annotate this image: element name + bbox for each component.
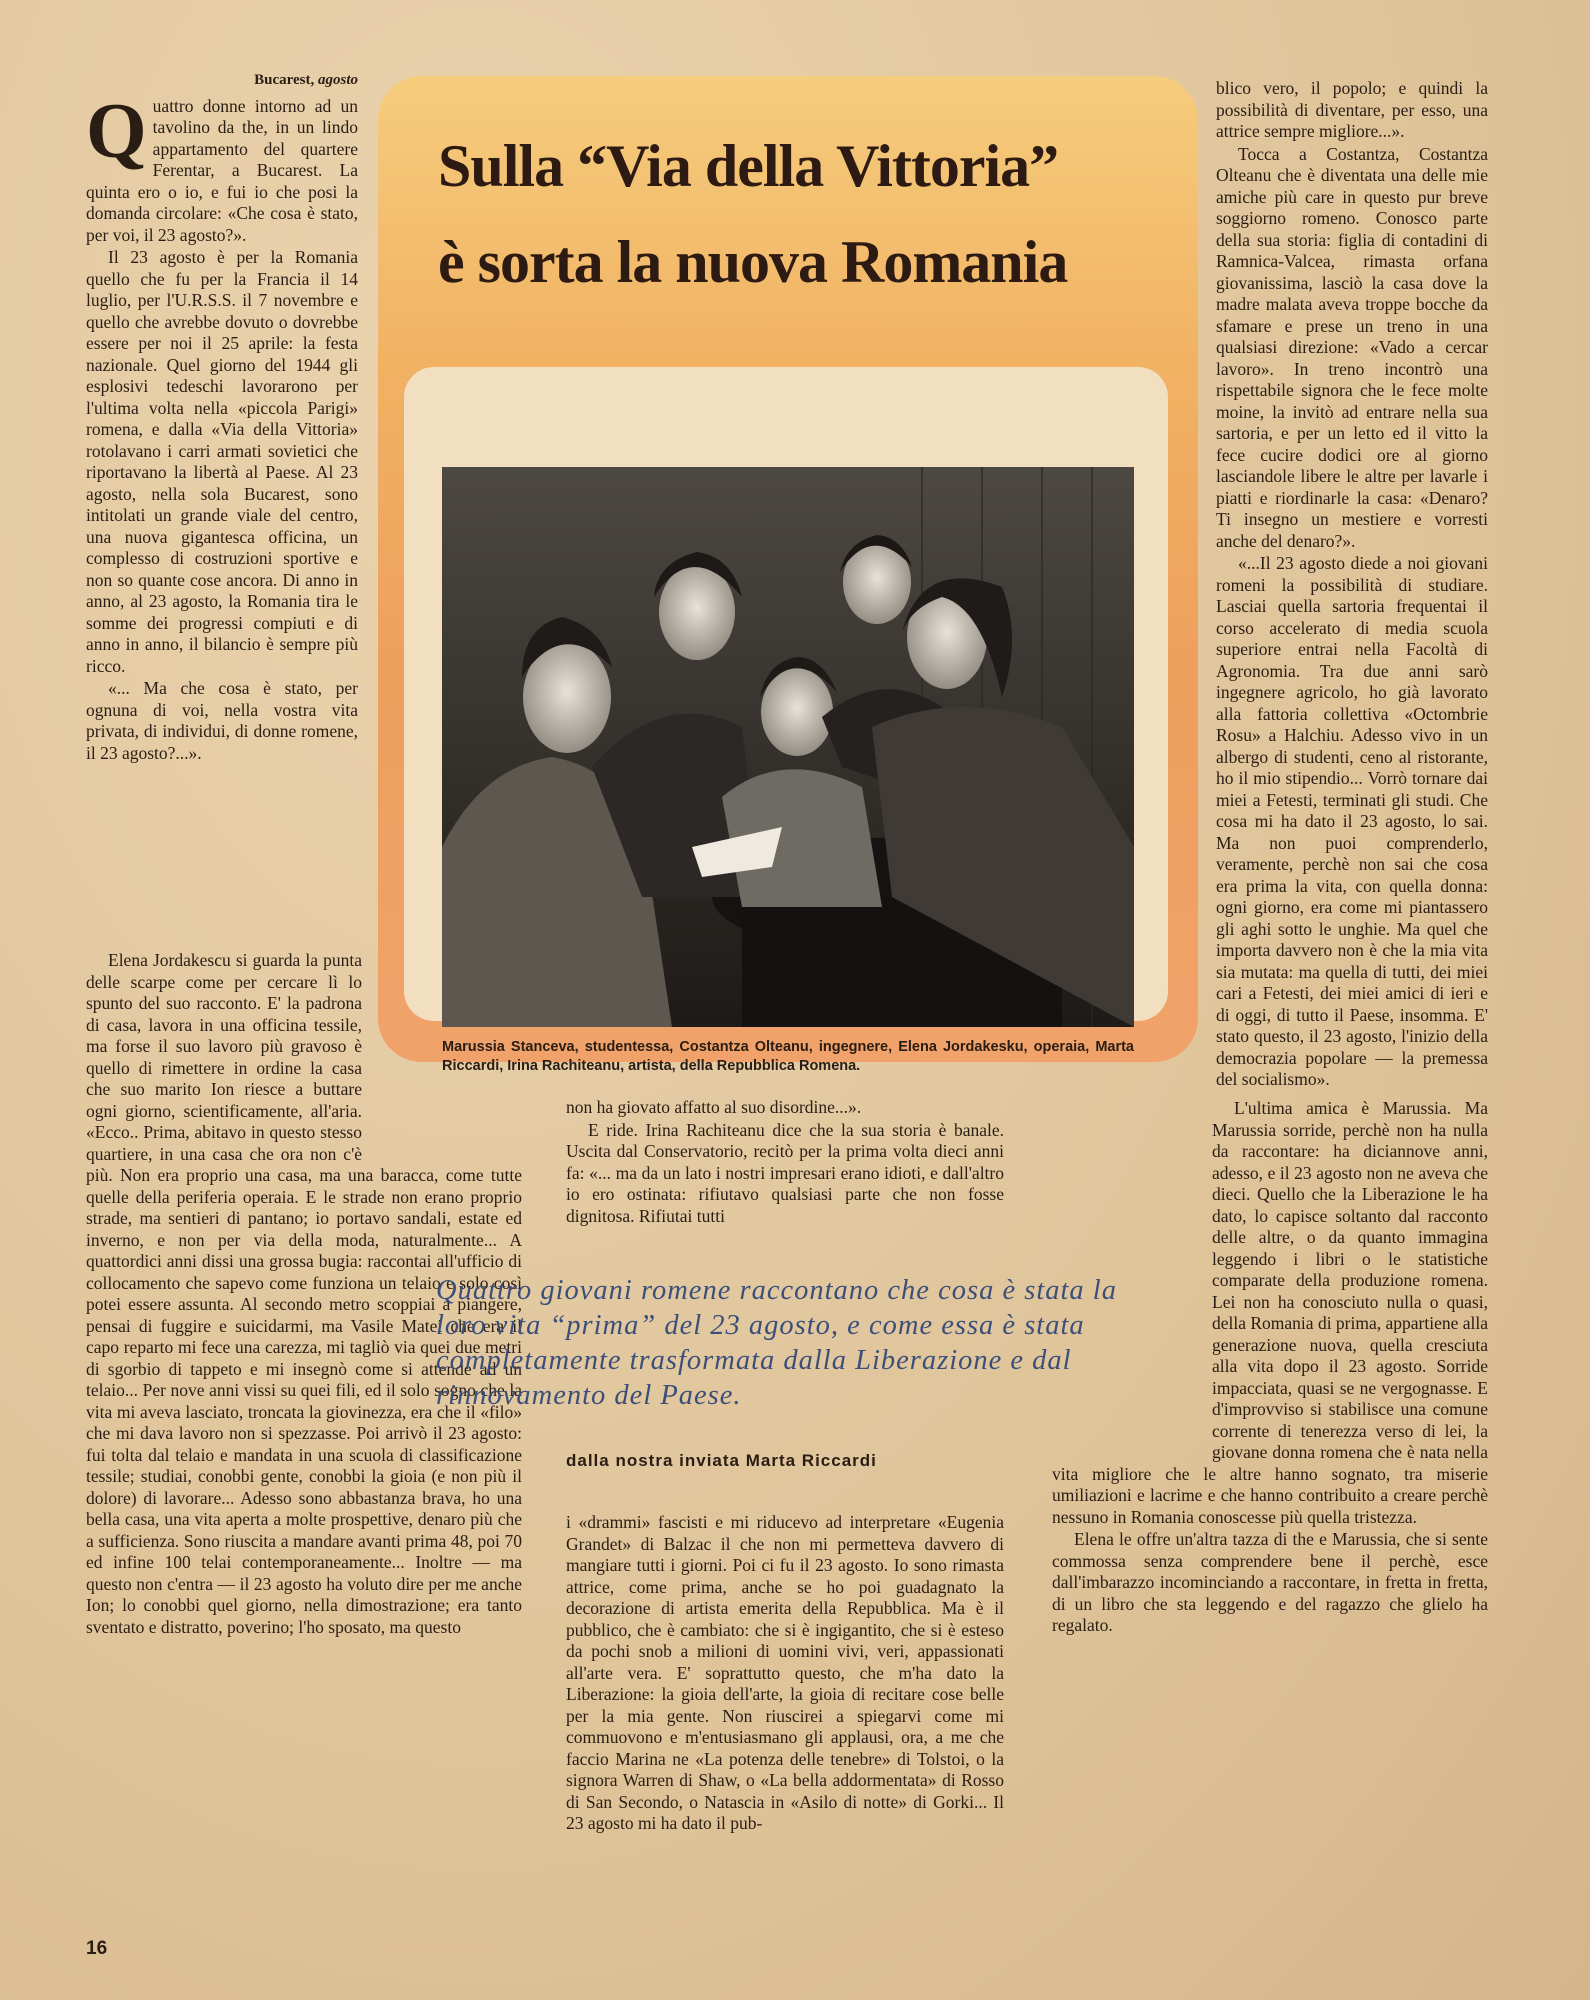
- group-photo: [442, 467, 1134, 1027]
- column-3: [1216, 78, 1488, 1092]
- paragraph: «... Ma che cosa è stato, per ognuna di voi, nella vostra vita privata, di individui, di donne romene, il 23 agosto?...».: [86, 678, 358, 763]
- paragraph: i «drammi» fascisti e mi riducevo ad interpretare «Eugenia Grandet» di Balzac il che non mi permetteva davvero di mangiare tutti i giorni. Poi ci fu il 23 agosto. Io sono rimasta attrice, come prima, anche se ho poi guadagnato la decorazione di artista emerita della Repubblica. Ma è il pubblico, che è cambiato: che si è ingigantito, che si è esteso da pochi snob a milioni di uomini vivi, veri, appassionati all'arte vera. E' soprattutto questo, che m'ha dato la Liberazione: la gioia dell'arte, la gioia di recitare cose belle per la mia gente. Non riuscirei a spiegarvi come mi commuovono e m'entusiasmano gli applausi, ora, a me che faccio Marina ne «La potenza delle tenebre» di Tolstoi, o la signora Warren di Shaw, o «La bella addormentata» di Rosso di San Secondo, o Natascia in «Asilo di notte» di Gorki... Il 23 agosto mi ha dato il pub-: [566, 1512, 1004, 1833]
- title-line-2: è sorta la nuova Romania: [438, 229, 1068, 295]
- byline: dalla nostra inviata Marta Riccardi: [566, 1451, 877, 1470]
- paragraph: Quattro donne intorno ad un tavolino da the, in un lindo appartamento del quartere Ferentar, a Bucarest. La quinta ero o io, e fui io che posi la domanda circolare: «Che cosa è stato, per voi, il 23 agosto?».: [86, 86, 358, 245]
- title-line-1: Sulla “Via della Vittoria”: [438, 133, 1059, 199]
- column-2-bottom: [566, 1512, 1004, 1836]
- float-spacer: [1052, 1098, 1212, 1458]
- paragraph: blico vero, il popolo; e quindi la possibilità di diventare, per esso, una attrice sempre migliore...».: [1216, 78, 1488, 141]
- dateline-month: agosto: [317, 72, 358, 88]
- column-1: [86, 70, 358, 765]
- paragraph: Elena Jordakescu si guarda la punta delle scarpe come per cercare lì lo spunto del suo racconto. E' la padrona di casa, lavora in una officina tessile, ma forse il suo lavoro più gravoso è quello di rimettere in ordine la casa che suo marito Ion riesce a buttare ogni giorno, scientificamente, all'aria. «Ecco.. Prima, abitavo in questo stesso quartiere, in una casa che ora non c'è più. Non era proprio una casa, ma una baracca, come tutte quelle della periferia operaia. E le strade non erano proprio strade, ma sentieri di pantano; io portavo sandali, estate ed inverno, e non per via della moda, naturalmente... A quattordici anni dissi una grossa bugia: raccontai all'ufficio di collocamento che sapevo come funziona un telaio e solo così potei essere assunta. Al secondo metro scoppiai a piangere, pensai di fuggire e suicidarmi, ma Vasile Matei che era il capo reparto mi fece una carezza, mi tagliò via quei due metri di sgorbio di tappeto e mi insegnò come si attende ad un telaio... Per nove anni vissi su quei fili, ed il solo sogno che la vita mi aveva lasciato, troncata la giovinezza, era che il «filo» che mi dava lavoro non si spezzasse. Poi arrivò il 23 agosto: fui tolta dal telaio e mandata in una scuola di classificazione tessile; studiai, conobbi gente, conobbi la gioia (e non più il dolore) di lavorare... Adesso sono abbastanza brava, ho una bella casa, una vita aperta a molte prospettive, denaro più che a sufficienza. Sono riuscita a mandare avanti prima 48, poi 70 ed infine 100 telai contemporaneamente... Inoltre — ma questo non c'entra — il 23 agosto ha voluto dire per me anche Ion; lo conobbi quel giorno, nella dimostrazione; era tanto sventato e distratto, poverino; l'ho sposato, ma questo: [86, 950, 522, 1637]
- paragraph: non ha giovato affatto al suo disordine...».: [566, 1097, 862, 1117]
- dateline-place: Bucarest,: [254, 72, 315, 88]
- drop-cap: Q: [86, 86, 147, 174]
- paragraph: E ride. Irina Rachiteanu dice che la sua storia è banale. Uscita dal Conservatorio, recitò per la prima volta dieci anni fa: «... ma da un lato i nostri impresari erano idioti, e dall'altro io ero ostinata: rifiutavo qualsiasi parte che non fosse dignitosa. Rifiutai tutti: [566, 1119, 1004, 1226]
- page-number: 16: [86, 1938, 108, 1959]
- paragraph: Elena le offre un'altra tazza di the e Marussia, che si sente commossa senza comprendere bene il perchè, esce dall'imbarazzo incominciando a raccontare, in fretta in fretta, di un libro che sta leggendo e del ragazzo che glielo ha regalato.: [1052, 1529, 1488, 1635]
- paragraph: L'ultima amica è Marussia. Ma Marussia sorride, perchè non ha nulla da raccontare: ha diciannove anni, adesso, e il 23 agosto non ne aveva che dieci. Quello che la Liberazione le ha dato, lo capisce soltanto dal racconto delle altre, o da quanto immagina leggendo i libri o le statistiche comparate della produzione romena. Lei non ha conosciuto nulla o quasi, della Romania di prima, appartiene alla generazione nuova, quella cresciuta alla vita dopo il 23 agosto. Sorride impacciata, quasi se ne vergognasse. E d'improvviso si stabilisce una comune corrente di tenerezza verso di lei, la giovane donna romena che è nata nella vita migliore che le altre hanno sognato, tra miserie umiliazioni e lacrime e che hanno contribuito a creare perchè nessuno in Romania conoscesse più quella tristezza.: [1052, 1098, 1489, 1527]
- column-2-top: [566, 1097, 1004, 1228]
- photo-caption: Marussia Stanceva, studentessa, Costantza Olteanu, ingegnere, Elena Jordakesku, operaia, Marta Riccardi, Irina Rachiteanu, artista, della Repubblica Romena.: [442, 1039, 1134, 1074]
- hero-box: [378, 76, 1198, 1074]
- paragraph: Tocca a Costantza, Costantza Olteanu che è diventata una delle mie amiche più care in questo pur breve soggiorno romeno. Conosco parte della sua storia: figlia di contadini di Ramnica-Valcea, rimasta orfana giovanissima, lasciò la casa dove la madre malata aveva troppe bocche da sfamare e prese un treno in una qualsiasi direzione: «Vado a cercar lavoro». In treno incontrò una rispettabile signora che le fece molte moine, la invitò ad entrare nella sua sartoria, e per un letto ed il vitto la fece cucire dodici ore al giorno lasciandole libere le altre per lavarle i piatti e riordinarle la casa: «Denaro? Ti insegno un mestiere e vorresti anche del denaro?».: [1216, 143, 1488, 551]
- page-title: [438, 118, 1158, 310]
- column-3-continued: [1052, 1098, 1488, 1638]
- photo-card: [404, 367, 1168, 1074]
- paragraph: Il 23 agosto è per la Romania quello che fu per la Francia il 14 luglio, per l'U.R.S.S. il 7 novembre e quello che avrebbe dovuto o dovrebbe essere per noi il 25 aprile: la festa nazionale. Quel giorno del 1944 gli esplosivi tedeschi lavorarono per l'ultima volta nella «piccola Parigi» romena, e dalla «Via della Vittoria» rotolavano i carri armati sovietici che riportavano la libertà al Paese. Al 23 agosto, nella sola Bucarest, sono intitolati un grande viale del centro, una nuova gigantesca officina, un complesso di costruzioni sportive e non so quante cose ancora. Di anno in anno, al 23 agosto, la Romania tira le somme dei progressi compiuti e di anno in anno, il bilancio è sempre più ricco.: [86, 247, 358, 676]
- paragraph: «...Il 23 agosto diede a noi giovani romeni la possibilità di studiare. Lasciai quella sartoria frequentai il corso accelerato di media scuola superiore entrai nella Facoltà di Agronomia. Tra due anni sarò ingegnere agricolo, ho già lavorato alla fattoria collettiva «Octombrie Rosu» a Halchiu. Adesso vivo in un albergo di studenti, ceno al ristorante, ho il mio stipendio... Vorrò tornare dai miei a Fetesti, terminati gli studi. Che cosa mi ha dato il 23 agosto, lo sai. Ma non puoi comprenderlo, veramente, perchè non sai che cosa era prima la vita, con quella donna: ogni giorno, era come mi piantassero gli aghi sotto le unghie. Ma quel che importa davvero non è che la mia vita sia mutata: ma quella di tutti, dei miei cari a Fetesti, dei miei amici di ieri e di oggi, di tutto il Paese, insomma. E' stato questo, il 23 agosto, l'inizio della democrazia popolare — la premessa del socialismo».: [1216, 553, 1488, 1089]
- subtitle: Quattro giovani romene raccontano che cosa è stata la loro vita “prima” del 23 agosto, e come essa è stata completamente trasformata dalla Liberazione e dal rinnovamento del Paese.: [436, 1275, 1117, 1411]
